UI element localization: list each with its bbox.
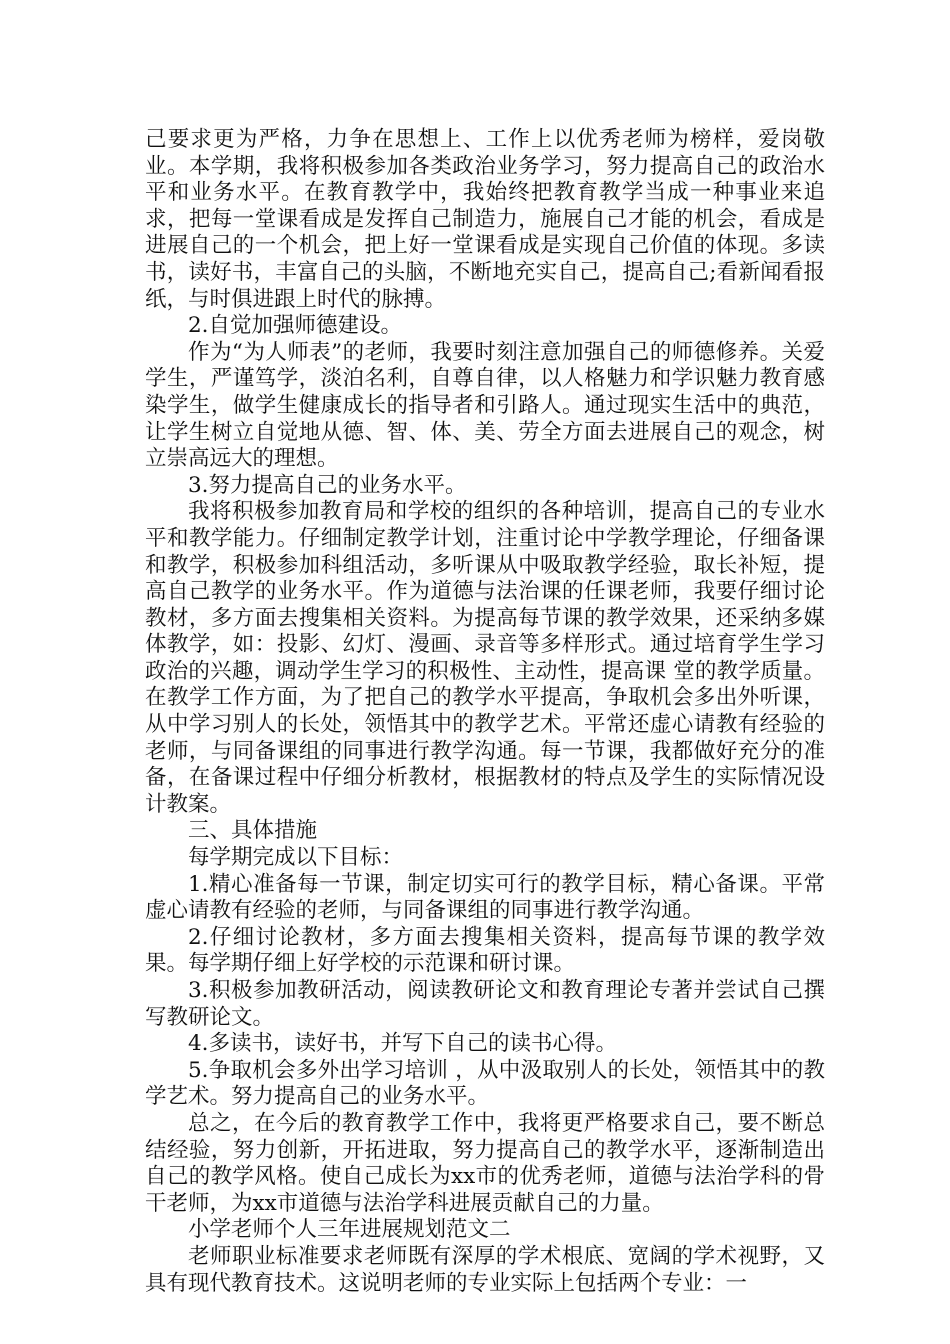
list-item-4: 4.多读书，读好书，并写下自己的读书心得。: [188, 1031, 618, 1057]
paragraph-goals-intro: 每学期完成以下目标：: [188, 845, 404, 871]
paragraph-conclusion: 总之，在今后的教育教学工作中，我将更严格要求自己，要不断总结经验，努力创新，开拓进取，努力提高自己的教学水平，逐渐制造出自己的教学风格。使自己成长为xx市的优秀老师，道德与法治学科的骨干老师，为xx市道德与法治学科进展贡献自己的力量。: [145, 1110, 825, 1216]
paragraph-professional-level: 我将积极参加教育局和学校的组织的各种培训，提高自己的专业水平和教学能力。仔细制定教学计划，注重讨论中学教学理论，仔细备课和教学，积极参加科组活动，多听课从中吸取教学经验，取长补短，提高自己教学的业务水平。作为道德与法治课的任课老师，我要仔细讨论教材，多方面去搜集相关资料。为提高每节课的教学效果，还采纳多媒体教学，如：投影、幻灯、漫画、录音等多样形式。通过培育学生学习政治的兴趣，调动学生学习的积极性、主动性，提高课 堂的教学质量。在教学工作方面，为了把自己的教学水平提高，争取机会多出外听课，从中学习别人的长处，领悟其中的教学艺术。平常还虚心请教有经验的老师，与同备课组的同事进行教学沟通。每一节课，我都做好充分的准备，在备课过程中仔细分析教材，根据教材的特点及学生的实际情况设计教案。: [145, 499, 825, 817]
list-item-5: 5.争取机会多外出学习培训 ，从中汲取别人的长处，领悟其中的教学艺术。努力提高自己的业务水平。: [145, 1057, 825, 1110]
heading-item-3: 3.努力提高自己的业务水平。: [188, 472, 467, 498]
section-title-sample-two: 小学老师个人三年进展规划范文二: [188, 1217, 511, 1243]
paragraph-sample-two-intro: 老师职业标准要求老师既有深厚的学术根底、宽阔的学术视野，又具有现代教育技术。这说明老师的专业实际上包括两个专业：一: [145, 1243, 825, 1296]
paragraph-continuation: 己要求更为严格，力争在思想上、工作上以优秀老师为榜样，爱岗敬业。本学期，我将积极参加各类政治业务学习，努力提高自己的政治水平和业务水平。在教育教学中，我始终把教育教学当成一种事业来追求，把每一堂课看成是发挥自己制造力，施展自己才能的机会，看成是进展自己的一个机会，把上好一堂课看成是实现自己价值的体现。多读书，读好书，丰富自己的头脑，不断地充实自己，提高自己;看新闻看报纸，与时俱进跟上时代的脉搏。: [145, 127, 825, 312]
paragraph-teacher-ethics: 作为“为人师表”的老师，我要时刻注意加强自己的师德修养。关爱学生，严谨笃学，淡泊名利，自尊自律，以人格魅力和学识魅力教育感染学生，做学生健康成长的指导者和引路人。通过现实生活中的典范，让学生树立自觉地从德、智、体、美、劳全方面去进展自己的观念，树立崇高远大的理想。: [145, 339, 825, 472]
list-item-3: 3.积极参加教研活动，阅读教研论文和教育理论专著并尝试自己撰写教研论文。: [145, 978, 825, 1030]
list-item-2: 2.仔细讨论教材，多方面去搜集相关资料，提高每节课的教学效果。每学期仔细上好学校的示范课和研讨课。: [145, 924, 825, 977]
document-body: [145, 127, 825, 1297]
list-item-1: 1.精心准备每一节课，制定切实可行的教学目标，精心备课。平常虚心请教有经验的老师，与同备课组的同事进行教学沟通。: [145, 871, 825, 924]
heading-item-2: 2.自觉加强师德建设。: [188, 313, 403, 339]
section-heading-measures: 三、具体措施: [188, 818, 318, 844]
